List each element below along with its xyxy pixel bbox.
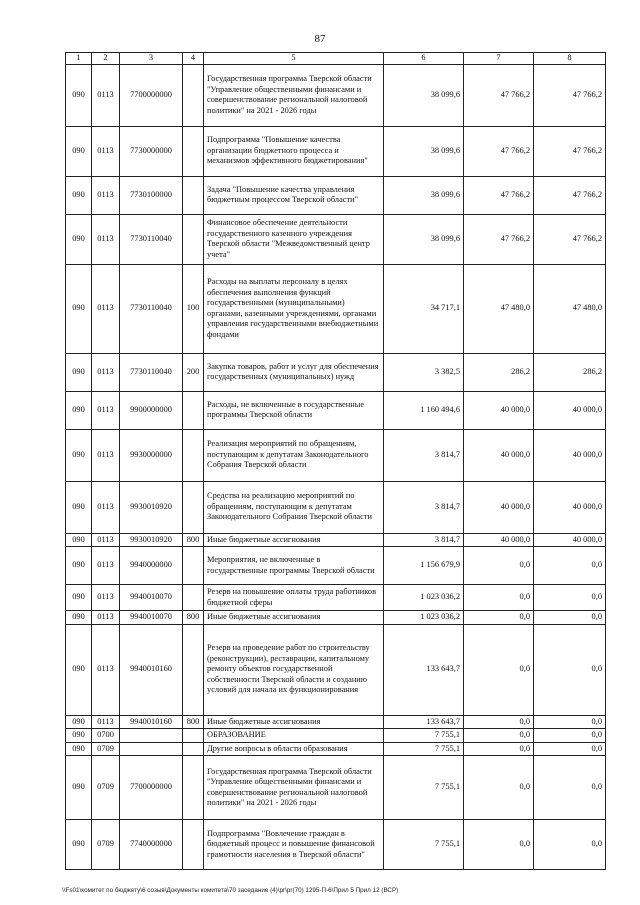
section-code-cell: 0113 xyxy=(92,585,120,611)
column-header-1: 1 xyxy=(66,53,92,65)
section-code-cell: 0709 xyxy=(92,820,120,870)
amount-year3-cell: 0,0 xyxy=(534,756,606,820)
table-row xyxy=(66,391,606,429)
ministry-code-cell: 090 xyxy=(66,126,92,176)
amount-year2-cell: 0,0 xyxy=(464,756,534,820)
amount-year2-cell: 40 000,0 xyxy=(464,391,534,429)
column-header-7: 7 xyxy=(464,53,534,65)
expense-type-cell xyxy=(183,64,204,126)
section-code-cell: 0113 xyxy=(92,126,120,176)
amount-year1-cell: 38 099,6 xyxy=(384,126,464,176)
target-article-cell: 9940010160 xyxy=(120,624,183,715)
amount-year3-cell: 0,0 xyxy=(534,585,606,611)
amount-year1-cell: 1 023 036,2 xyxy=(384,611,464,625)
amount-year3-cell: 40 000,0 xyxy=(534,391,606,429)
amount-year1-cell: 38 099,6 xyxy=(384,176,464,214)
table-row xyxy=(66,481,606,533)
section-code-cell: 0113 xyxy=(92,264,120,353)
amount-year2-cell: 0,0 xyxy=(464,715,534,729)
amount-year2-cell: 40 000,0 xyxy=(464,533,534,547)
section-code-cell: 0113 xyxy=(92,624,120,715)
amount-year1-cell: 1 156 679,9 xyxy=(384,547,464,585)
ministry-code-cell: 090 xyxy=(66,176,92,214)
ministry-code-cell: 090 xyxy=(66,729,92,743)
description-cell: Средства на реализацию мероприятий по обращениям, поступающим к депутатам Законодательного Собрания Тверской области xyxy=(204,481,384,533)
section-code-cell: 0113 xyxy=(92,547,120,585)
amount-year2-cell: 0,0 xyxy=(464,624,534,715)
target-article-cell: 7740000000 xyxy=(120,820,183,870)
description-cell: Закупка товаров, работ и услуг для обеспечения государственных (муниципальных) нужд xyxy=(204,353,384,391)
amount-year3-cell: 0,0 xyxy=(534,624,606,715)
amount-year3-cell: 0,0 xyxy=(534,547,606,585)
expense-type-cell xyxy=(183,820,204,870)
description-cell: Подпрограмма "Вовлечение граждан в бюджетный процесс и повышение финансовой грамотности населения в Тверской области" xyxy=(204,820,384,870)
target-article-cell: 7730100000 xyxy=(120,176,183,214)
table-row xyxy=(66,820,606,870)
amount-year3-cell: 0,0 xyxy=(534,820,606,870)
amount-year3-cell: 0,0 xyxy=(534,742,606,756)
target-article-cell: 9900000000 xyxy=(120,391,183,429)
table-row xyxy=(66,533,606,547)
amount-year1-cell: 3 814,7 xyxy=(384,533,464,547)
description-cell: ОБРАЗОВАНИЕ xyxy=(204,729,384,743)
expense-type-cell xyxy=(183,126,204,176)
amount-year2-cell: 47 766,2 xyxy=(464,126,534,176)
amount-year2-cell: 0,0 xyxy=(464,547,534,585)
amount-year1-cell: 133 643,7 xyxy=(384,715,464,729)
amount-year2-cell: 0,0 xyxy=(464,585,534,611)
amount-year2-cell: 0,0 xyxy=(464,742,534,756)
table-row xyxy=(66,624,606,715)
table-row xyxy=(66,715,606,729)
footer-file-path: \\Fs01\комитет по бюджету\6 созыв\Документы комитета\70 заседание (4)\pr\pr(70) 1295-П-6\Прил 5 Прил 12 (ВСР) xyxy=(62,887,399,894)
description-cell: Резерв на проведение работ по строительству (реконструкции), реставрации, капитальному ремонту объектов государственной собственности Тверской области и созданию условий для начала их функционирования xyxy=(204,624,384,715)
amount-year2-cell: 0,0 xyxy=(464,611,534,625)
amount-year2-cell: 0,0 xyxy=(464,820,534,870)
section-code-cell: 0113 xyxy=(92,391,120,429)
description-cell: Резерв на повышение оплаты труда работников бюджетной сферы xyxy=(204,585,384,611)
description-cell: Реализация мероприятий по обращениям, поступающим к депутатам Законодательного Собрания Тверской области xyxy=(204,429,384,481)
table-row xyxy=(66,611,606,625)
target-article-cell: 9930010920 xyxy=(120,481,183,533)
target-article-cell: 7730110040 xyxy=(120,264,183,353)
target-article-cell: 7700000000 xyxy=(120,756,183,820)
table-row xyxy=(66,264,606,353)
ministry-code-cell: 090 xyxy=(66,585,92,611)
target-article-cell: 7730000000 xyxy=(120,126,183,176)
table-row xyxy=(66,729,606,743)
amount-year2-cell: 0,0 xyxy=(464,729,534,743)
ministry-code-cell: 090 xyxy=(66,391,92,429)
column-header-6: 6 xyxy=(384,53,464,65)
table-body xyxy=(66,64,606,870)
amount-year3-cell: 286,2 xyxy=(534,353,606,391)
expense-type-cell xyxy=(183,624,204,715)
ministry-code-cell: 090 xyxy=(66,611,92,625)
description-cell: Задача "Повышение качества управления бюджетным процессом Тверской области" xyxy=(204,176,384,214)
amount-year2-cell: 40 000,0 xyxy=(464,429,534,481)
ministry-code-cell: 090 xyxy=(66,756,92,820)
section-code-cell: 0113 xyxy=(92,715,120,729)
table-row xyxy=(66,742,606,756)
target-article-cell: 9940000000 xyxy=(120,547,183,585)
amount-year3-cell: 47 766,2 xyxy=(534,126,606,176)
target-article-cell: 7730110040 xyxy=(120,353,183,391)
amount-year2-cell: 47 766,2 xyxy=(464,214,534,264)
amount-year2-cell: 40 000,0 xyxy=(464,481,534,533)
budget-table xyxy=(65,52,606,870)
ministry-code-cell: 090 xyxy=(66,624,92,715)
amount-year2-cell: 286,2 xyxy=(464,353,534,391)
section-code-cell: 0113 xyxy=(92,611,120,625)
expense-type-cell: 800 xyxy=(183,533,204,547)
table-row xyxy=(66,429,606,481)
amount-year2-cell: 47 766,2 xyxy=(464,64,534,126)
section-code-cell: 0709 xyxy=(92,756,120,820)
section-code-cell: 0113 xyxy=(92,353,120,391)
description-cell: Другие вопросы в области образования xyxy=(204,742,384,756)
target-article-cell: 9940010160 xyxy=(120,715,183,729)
description-cell: Расходы на выплаты персоналу в целях обеспечения выполнения функций государственными (муниципальными) органами, казенными учреждениями, органами управления государственными внебюджетными фондами xyxy=(204,264,384,353)
amount-year1-cell: 1 023 036,2 xyxy=(384,585,464,611)
target-article-cell xyxy=(120,742,183,756)
section-code-cell: 0113 xyxy=(92,481,120,533)
section-code-cell: 0113 xyxy=(92,533,120,547)
table-row xyxy=(66,353,606,391)
section-code-cell: 0709 xyxy=(92,742,120,756)
column-header-8: 8 xyxy=(534,53,606,65)
amount-year3-cell: 0,0 xyxy=(534,611,606,625)
expense-type-cell xyxy=(183,481,204,533)
amount-year1-cell: 7 755,1 xyxy=(384,742,464,756)
expense-type-cell xyxy=(183,176,204,214)
page-number: 87 xyxy=(314,33,326,45)
section-code-cell: 0113 xyxy=(92,214,120,264)
amount-year3-cell: 40 000,0 xyxy=(534,533,606,547)
expense-type-cell xyxy=(183,547,204,585)
amount-year1-cell: 7 755,1 xyxy=(384,820,464,870)
amount-year1-cell: 38 099,6 xyxy=(384,64,464,126)
table-row xyxy=(66,176,606,214)
column-header-3: 3 xyxy=(120,53,183,65)
description-cell: Государственная программа Тверской области "Управление общественными финансами и совершенствование региональной налоговой политики" на 2021 - 2026 годы xyxy=(204,756,384,820)
ministry-code-cell: 090 xyxy=(66,481,92,533)
ministry-code-cell: 090 xyxy=(66,820,92,870)
ministry-code-cell: 090 xyxy=(66,715,92,729)
description-cell: Подпрограмма "Повышение качества организации бюджетного процесса и механизмов эффективного бюджетирования" xyxy=(204,126,384,176)
amount-year1-cell: 1 160 494,6 xyxy=(384,391,464,429)
amount-year3-cell: 47 766,2 xyxy=(534,176,606,214)
amount-year1-cell: 3 382,5 xyxy=(384,353,464,391)
amount-year3-cell: 40 000,0 xyxy=(534,429,606,481)
ministry-code-cell: 090 xyxy=(66,64,92,126)
table-row xyxy=(66,214,606,264)
amount-year1-cell: 3 814,7 xyxy=(384,429,464,481)
amount-year1-cell: 3 814,7 xyxy=(384,481,464,533)
target-article-cell: 9940010070 xyxy=(120,611,183,625)
amount-year3-cell: 47 766,2 xyxy=(534,214,606,264)
expense-type-cell xyxy=(183,391,204,429)
section-code-cell: 0113 xyxy=(92,429,120,481)
ministry-code-cell: 090 xyxy=(66,742,92,756)
ministry-code-cell: 090 xyxy=(66,429,92,481)
ministry-code-cell: 090 xyxy=(66,214,92,264)
expense-type-cell xyxy=(183,585,204,611)
description-cell: Иные бюджетные ассигнования xyxy=(204,611,384,625)
table-row xyxy=(66,585,606,611)
target-article-cell xyxy=(120,729,183,743)
description-cell: Финансовое обеспечение деятельности государственного казенного учреждения Тверской области "Межведомственный центр учета" xyxy=(204,214,384,264)
ministry-code-cell: 090 xyxy=(66,264,92,353)
target-article-cell: 9940010070 xyxy=(120,585,183,611)
amount-year1-cell: 7 755,1 xyxy=(384,729,464,743)
column-header-5: 5 xyxy=(204,53,384,65)
column-header-2: 2 xyxy=(92,53,120,65)
target-article-cell: 7730110040 xyxy=(120,214,183,264)
amount-year3-cell: 0,0 xyxy=(534,729,606,743)
section-code-cell: 0113 xyxy=(92,64,120,126)
amount-year1-cell: 7 755,1 xyxy=(384,756,464,820)
expense-type-cell xyxy=(183,429,204,481)
amount-year1-cell: 34 717,1 xyxy=(384,264,464,353)
amount-year1-cell: 38 099,6 xyxy=(384,214,464,264)
expense-type-cell xyxy=(183,742,204,756)
table-row xyxy=(66,547,606,585)
amount-year3-cell: 0,0 xyxy=(534,715,606,729)
expense-type-cell: 200 xyxy=(183,353,204,391)
amount-year2-cell: 47 480,0 xyxy=(464,264,534,353)
description-cell: Расходы, не включенные в государственные программы Тверской области xyxy=(204,391,384,429)
table-row xyxy=(66,126,606,176)
expense-type-cell xyxy=(183,729,204,743)
ministry-code-cell: 090 xyxy=(66,547,92,585)
expense-type-cell xyxy=(183,214,204,264)
table-header-row xyxy=(66,53,606,65)
amount-year3-cell: 47 480,0 xyxy=(534,264,606,353)
description-cell: Государственная программа Тверской области "Управление общественными финансами и совершенствование региональной налоговой политики" на 2021 - 2026 годы xyxy=(204,64,384,126)
table-row xyxy=(66,756,606,820)
table-row xyxy=(66,64,606,126)
expense-type-cell: 100 xyxy=(183,264,204,353)
expense-type-cell: 800 xyxy=(183,715,204,729)
ministry-code-cell: 090 xyxy=(66,533,92,547)
amount-year3-cell: 40 000,0 xyxy=(534,481,606,533)
description-cell: Иные бюджетные ассигнования xyxy=(204,715,384,729)
column-header-4: 4 xyxy=(183,53,204,65)
description-cell: Иные бюджетные ассигнования xyxy=(204,533,384,547)
target-article-cell: 7700000000 xyxy=(120,64,183,126)
section-code-cell: 0113 xyxy=(92,176,120,214)
description-cell: Мероприятия, не включенные в государственные программы Тверской области xyxy=(204,547,384,585)
target-article-cell: 9930000000 xyxy=(120,429,183,481)
target-article-cell: 9930010920 xyxy=(120,533,183,547)
expense-type-cell: 800 xyxy=(183,611,204,625)
amount-year1-cell: 133 643,7 xyxy=(384,624,464,715)
amount-year2-cell: 47 766,2 xyxy=(464,176,534,214)
expense-type-cell xyxy=(183,756,204,820)
ministry-code-cell: 090 xyxy=(66,353,92,391)
section-code-cell: 0700 xyxy=(92,729,120,743)
amount-year3-cell: 47 766,2 xyxy=(534,64,606,126)
